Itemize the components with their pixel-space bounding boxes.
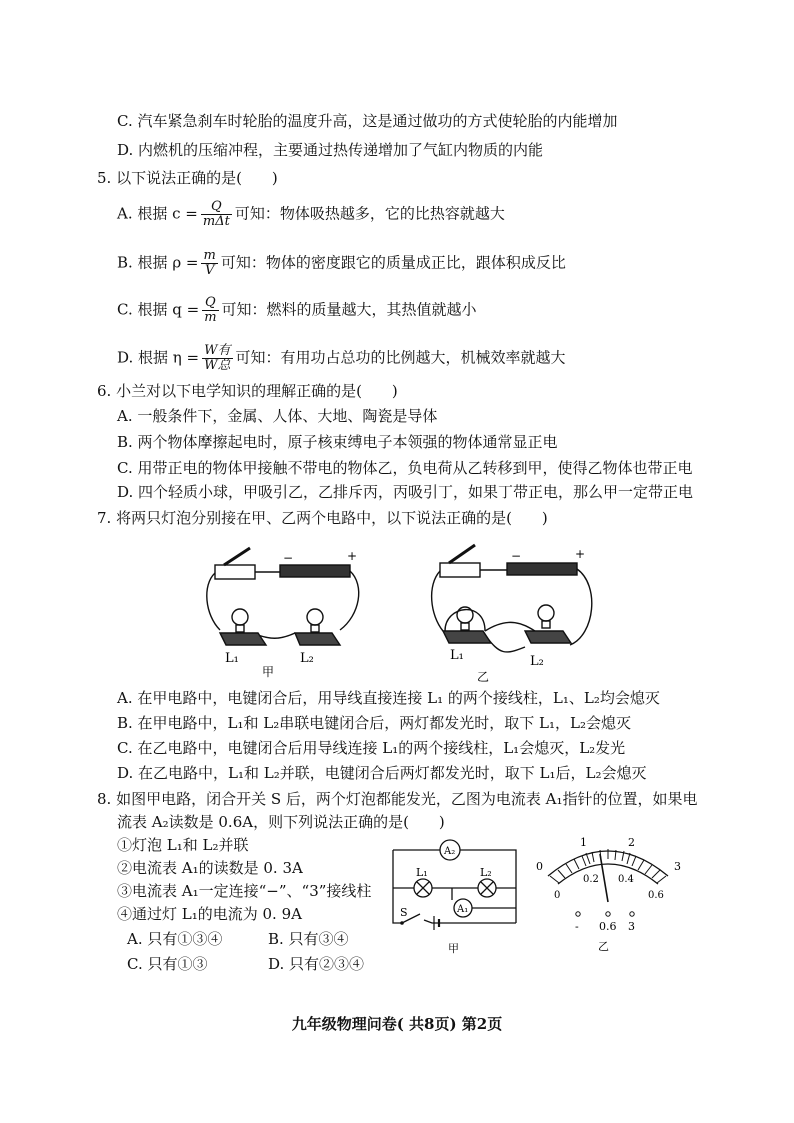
lamp-l2-bulb [538,605,554,621]
lamp-l1-base [443,631,491,643]
lamp-l1-base [220,633,266,645]
q5-option-b: B. 根据 ρ = $\frac{m}{V}$ 可知：物体的密度跟它的质量成正比，跟体积成反比 [117,248,566,278]
battery-plus-label: + [575,547,586,561]
dial-inner-02: 0.2 [583,874,599,885]
q8-option-d: D. 只有②③④ [268,955,365,973]
q8-ammeter-dial [530,832,690,960]
battery-minus-label: − [511,549,522,563]
q7-figure-left [200,545,370,680]
q5-option-c: C. 根据 q = $\frac{Q}{m}$ 可知：燃料的质量越大，其热值就越小 [117,295,477,325]
dial-top-tick-2: 2 [628,836,635,849]
dial-inner-06: 0.6 [648,890,664,901]
q5-option-d: D. 根据 η = $\frac{\text{W有}}{\text{W总}}$ 可知：有用功占总功的比例越大，机械效率就越大 [117,343,566,373]
lamp-l1-bulb [232,609,248,625]
q7-option-a: A. 在甲电路中，电键闭合后，用导线直接连接 L₁ 的两个接线柱，L₁、L₂均会熄灭 [117,689,660,707]
lamp-l1-label: L₁ [225,651,239,666]
q4-option-c: C. 汽车紧急刹车时轮胎的温度升高，这是通过做功的方式使轮胎的内能增加 [117,112,618,130]
switch-base [440,563,480,577]
q8-option-a: A. 只有①③④ [127,930,223,948]
switch-s-label: S [400,906,408,919]
lamp-l1-label: L₁ [416,866,428,879]
lamp-l2-label: L₂ [530,654,544,669]
ammeter-a2-label: A₂ [444,846,456,857]
q6-stem: 6. 小兰对以下电学知识的理解正确的是( ) [97,382,398,400]
q7-stem: 7. 将两只灯泡分别接在甲、乙两个电路中，以下说法正确的是( ) [97,509,548,527]
lamp-l2-bulb [307,609,323,625]
terminal-3-label: 3 [628,920,635,933]
dial-inner-arc [558,864,658,884]
figure-caption-jia: 甲 [262,665,275,679]
lamp-l2-label: L₂ [300,651,314,666]
q8-statement-1: ①灯泡 L₁和 L₂并联 [117,836,249,854]
q6-option-c: C. 用带正电的物体甲接触不带电的物体乙，负电荷从乙转移到甲，使得乙物体也带正电 [117,459,693,477]
dial-top-end-3: 3 [674,860,681,873]
q7-figure-right [425,535,610,685]
q7-option-d: D. 在乙电路中，L₁和 L₂并联，电键闭合后两灯都发光时，取下 L₁后，L₂会熄灭 [117,764,647,782]
q8-stem-line1: 8. 如图甲电路，闭合开关 S 后，两个灯泡都能发光，乙图为电流表 A₁指针的位置，如果电 [97,790,698,808]
q8-statement-4: ④通过灯 L₁的电流为 0. 9A [117,905,302,923]
dial-inner-0: 0 [554,890,561,901]
q6-option-b: B. 两个物体摩擦起电时，原子核束缚电子本领强的物体通常显正电 [117,433,558,451]
terminal-3 [630,912,634,916]
battery-pack [280,565,350,577]
circuit-caption-jia: 甲 [448,942,459,955]
switch-lever [449,545,475,563]
lamp-l2-base [295,633,340,645]
lamp-l2-label: L₂ [480,866,492,879]
switch-lever [224,548,250,565]
dial-caption-yi: 乙 [598,940,609,953]
switch-base [215,565,255,579]
ammeter-a1-label: A₁ [457,904,469,915]
q8-option-b: B. 只有③④ [268,930,349,948]
q8-statement-2: ②电流表 A₁的读数是 0. 3A [117,859,303,877]
battery-plus-label: + [347,549,358,563]
q5-option-a: A. 根据 c = $\frac{Q}{\text{mΔt}}$ 可知：物体吸热越多，它的比热容就越大 [117,199,505,229]
battery-pack [507,563,577,575]
dial-top-end-0: 0 [536,860,543,873]
q8-statement-3: ③电流表 A₁一定连接“−”、“3”接线柱 [117,882,372,900]
q6-option-a: A. 一般条件下，金属、人体、大地、陶瓷是导体 [117,407,438,425]
q6-option-d: D. 四个轻质小球，甲吸引乙，乙排斥丙，丙吸引丁，如果丁带正电，那么甲一定带正电 [117,483,694,501]
battery-minus-label: − [283,551,294,565]
dial-needle [600,854,608,902]
figure-caption-yi: 乙 [477,670,490,684]
q4-option-d: D. 内燃机的压缩冲程，主要通过热传递增加了气缸内物质的内能 [117,141,544,159]
q8-stem-line2: 流表 A₂读数是 0.6A，则下列说法正确的是( ) [117,813,445,831]
q8-circuit-diagram [388,838,524,956]
dial-top-tick-1: 1 [580,836,587,849]
q7-option-b: B. 在甲电路中，L₁和 L₂串联电键闭合后，两灯都发光时，取下 L₁，L₂会熄灭 [117,714,631,732]
page-footer: 九年级物理问卷( 共8页) 第2页 [291,1015,503,1033]
dial-inner-04: 0.4 [618,874,634,885]
q5-stem: 5. 以下说法正确的是( ) [97,169,278,187]
terminal-06-label: 0.6 [599,920,617,933]
lamp-l1-label: L₁ [450,648,464,663]
terminal-06 [606,912,610,916]
q8-option-c: C. 只有①③ [127,955,208,973]
lamp-l2-base [525,631,571,643]
terminal-minus [576,912,580,916]
terminal-minus-label: - [575,920,579,933]
q7-option-c: C. 在乙电路中，电键闭合后用导线连接 L₁的两个接线柱，L₁会熄灭，L₂发光 [117,739,626,757]
